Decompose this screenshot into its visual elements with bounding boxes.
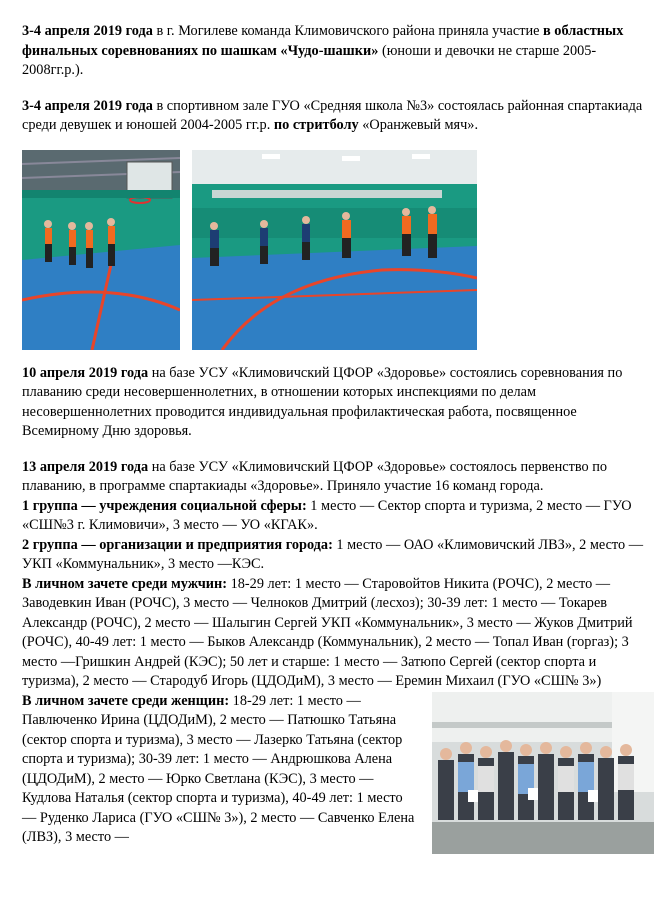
paragraph-text: 18-29 лет: 1 место — Павлюченко Ирина (ЦДОДиМ), 2 место — Патюшко Татьяна (сектор спорта и туризма), 3 место — Лазерко Татьяна (сектор спорта и туризма); 30-39 лет: 1 место — Андрюшкова Алена (ЦДОДиМ), 2 место — Юрко Светлана (КЭС), 3 место — Кудлова Наталья (сектор спорта и туризма), 40-49 лет: 1 место — Руденко Лариса (ГУО «СШ№ 3»), 2 место — Савченко Елена (ЛВЗ), 3 место — [22,692,415,845]
paragraph-group-1 [22,497,654,536]
date-label: 3-4 апреля 2019 года [22,97,153,114]
section-label: В личном зачете среди мужчин: [22,575,228,592]
section-label: В личном зачете среди женщин: [22,692,230,709]
group-photo [432,692,654,854]
date-label: 10 апреля 2019 года [22,364,149,381]
paragraph-group-2 [22,536,654,575]
event-label: по стритболу [273,117,359,133]
paragraph-text: (юноши и девочки не старше 2005-2008гг.р.). [22,42,597,78]
paragraph-streetball [22,97,654,136]
paragraph-text: на базе УСУ «Климовичский ЦФОР «Здоровье» состоялось первенство по плаванию, в программе спартакиады «Здоровье». Приняло участие 16 команд города. [22,458,608,494]
paragraph-text: 18-29 лет: 1 место — Старовойтов Никита (РОЧС), 2 место — Заводевкин Иван (РОЧС), 3 место — Челноков Дмитрий (лесхоз); 30-39 лет: 1 место — Токарев Александр (РОЧС), 2 место — Шалыгин Сергей УКП «Коммунальник», 3 место — Жуков Дмитрий (РОЧС), 40-49 лет: 1 место — Быков Александр (Коммунальник), 2 место — Топал Иван (горгаз); 3 место —Гришкин Андрей (КЭС); 50 лет и старше: 1 место — Затюпо Сергей (сектор спорта и туризма), 2 место — Стародуб Игорь (ЦДОДиМ), 3 место — Еремин Михаил (ГУО «СШ№ 3») [22,575,633,689]
paragraph-text: «Оранжевый мяч». [358,117,479,133]
gym-photo-1 [22,150,180,350]
gym-photo-2-image [192,150,477,350]
paragraph-text: 1 место — ОАО «Климовичский ЛВЗ», 2 место — УКП «Коммунальник», 3 место —КЭС. [22,536,644,572]
paragraph-text: на базе УСУ «Климовичский ЦФОР «Здоровье» состоялись соревнования по плаванию среди несовершеннолетних, в отношении которых инспекциями по делам несовершеннолетних проводится индивидуальная профилактическая работа, посвященное Всемирному Дню здоровья. [22,364,623,439]
paragraph-men-results [22,575,654,692]
date-label: 13 апреля 2019 года [22,458,149,475]
article [22,22,654,854]
paragraph-checkers [22,22,654,81]
gym-photo-1-image [22,150,180,350]
photo-row [22,150,654,350]
paragraph-swimming-youth [22,364,654,442]
group-label: 2 группа — организации и предприятия города: [22,536,333,553]
event-label: в областных финальных соревнованиях по шашкам «Чудо-шашки» [22,23,624,59]
paragraph-text: в спортивном зале ГУО «Средняя школа №3» состоялась районная спартакиада среди девушек и юношей 2004-2005 гг.р. [22,97,643,133]
paragraph-swimming-championship [22,458,654,497]
group-photo-image [432,692,654,854]
group-label: 1 группа — учреждения социальной сферы: [22,497,307,514]
paragraph-text: 1 место — Сектор спорта и туризма, 2 место — ГУО «СШ№3 г. Климовичи», 3 место — УО «КГАК». [22,497,632,533]
date-label: 3-4 апреля 2019 года [22,23,153,39]
paragraph-text: в г. Могилеве команда Климовичского района приняла участие [152,23,544,39]
gym-photo-2 [192,150,477,350]
